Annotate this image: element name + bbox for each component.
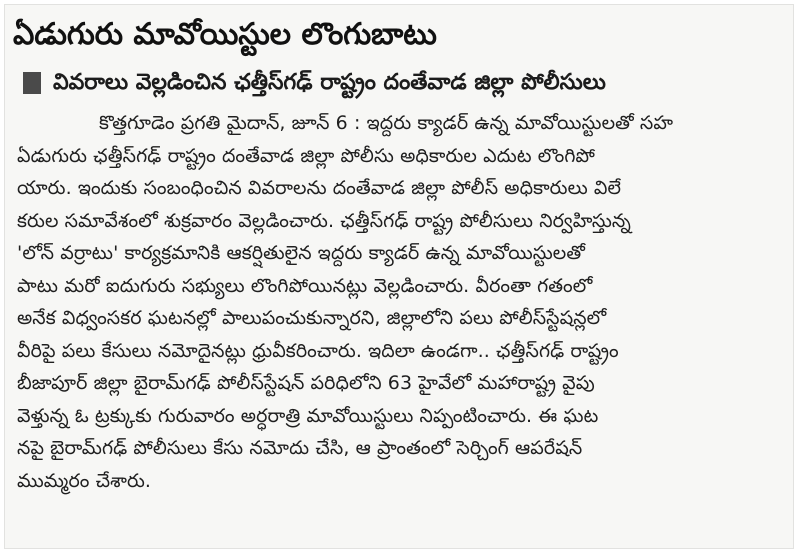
body-line: అనేక విధ్వంసకర ఘటనల్లో పాలుపంచుకున్నారని, జిల్లాలోని పలు పోలీస్‌స్టేషన్లలో <box>17 307 607 329</box>
body-line: 'లోన్‌ వర్రాటు' కార్యక్రమానికి ఆకర్షితులైన ఇద్దరు క్యాడర్‌ ఉన్న మావోయిస్టులతో <box>17 242 585 264</box>
article-subheadline: వివరాలు వెల్లడించిన ఛత్తీస్‌గఢ్‌ రాష్ట్రం దంతేవాడ జిల్లా పోలీసులు <box>53 70 606 95</box>
body-line: వీరిపై పలు కేసులు నమోదైనట్లు ధ్రువీకరించారు. ఇదిలా ఉండగా.. ఛత్తీస్‌గఢ్‌ రాష్ట్రం <box>17 339 619 362</box>
body-line: ముమ్మరం చేశారు. <box>17 469 152 492</box>
article-headline: ఏడుగురు మావోయిస్టుల లొంగుబాటు <box>13 17 437 52</box>
subheadline-row <box>23 63 793 103</box>
body-line: యారు. ఇందుకు సంబంధించిన వివరాలను దంతేవాడ జిల్లా పోలీస్‌ అధికారులు విలే <box>17 177 622 199</box>
body-line: వెళ్తున్న ఓ ట్రక్కుకు గురువారం అర్ధరాత్రి మావోయిస్టులు నిప్పంటించారు. ఈ ఘట <box>17 404 599 427</box>
body-line: బీజాపూర్‌ జిల్లా బైరామ్‌గఢ్‌ పోలీస్‌స్టేషన్‌ పరిధిలోని 63 హైవేలో మహారాష్ట్ర వైపు <box>17 372 595 394</box>
body-line: ఏడుగురు ఛత్తీస్‌గఢ్‌ రాష్ట్రం దంతేవాడ జిల్లా పోలీసు అధికారుల ఎదుట లొంగిపో <box>17 144 595 167</box>
body-line: కరుల సమావేశంలో శుక్రవారం వెల్లడించారు. ఛత్తీస్‌గఢ్‌ రాష్ట్ర పోలీసులు నిర్వహిస్తున్న <box>17 209 631 232</box>
subheadline-bar-marker <box>23 72 41 94</box>
newspaper-clipping <box>4 4 794 549</box>
article-body <box>17 107 793 547</box>
body-line: నపై బైరామ్‌గఢ్‌ పోలీసులు కేసు నమోదు చేసి, ఆ ప్రాంతంలో సెర్చింగ్‌ ఆపరేషన్‌ <box>17 437 583 459</box>
body-line: పాటు మరో ఐదుగురు సభ్యులు లొంగిపోయినట్లు వెల్లడించారు. వీరంతా గతంలో <box>17 274 593 297</box>
body-line: కొత్తగూడెం ప్రగతి మైదాన్‌, జూన్‌ 6 : ఇద్దరు క్యాడర్‌ ఉన్న మావోయిస్టులతో సహ <box>99 112 674 134</box>
